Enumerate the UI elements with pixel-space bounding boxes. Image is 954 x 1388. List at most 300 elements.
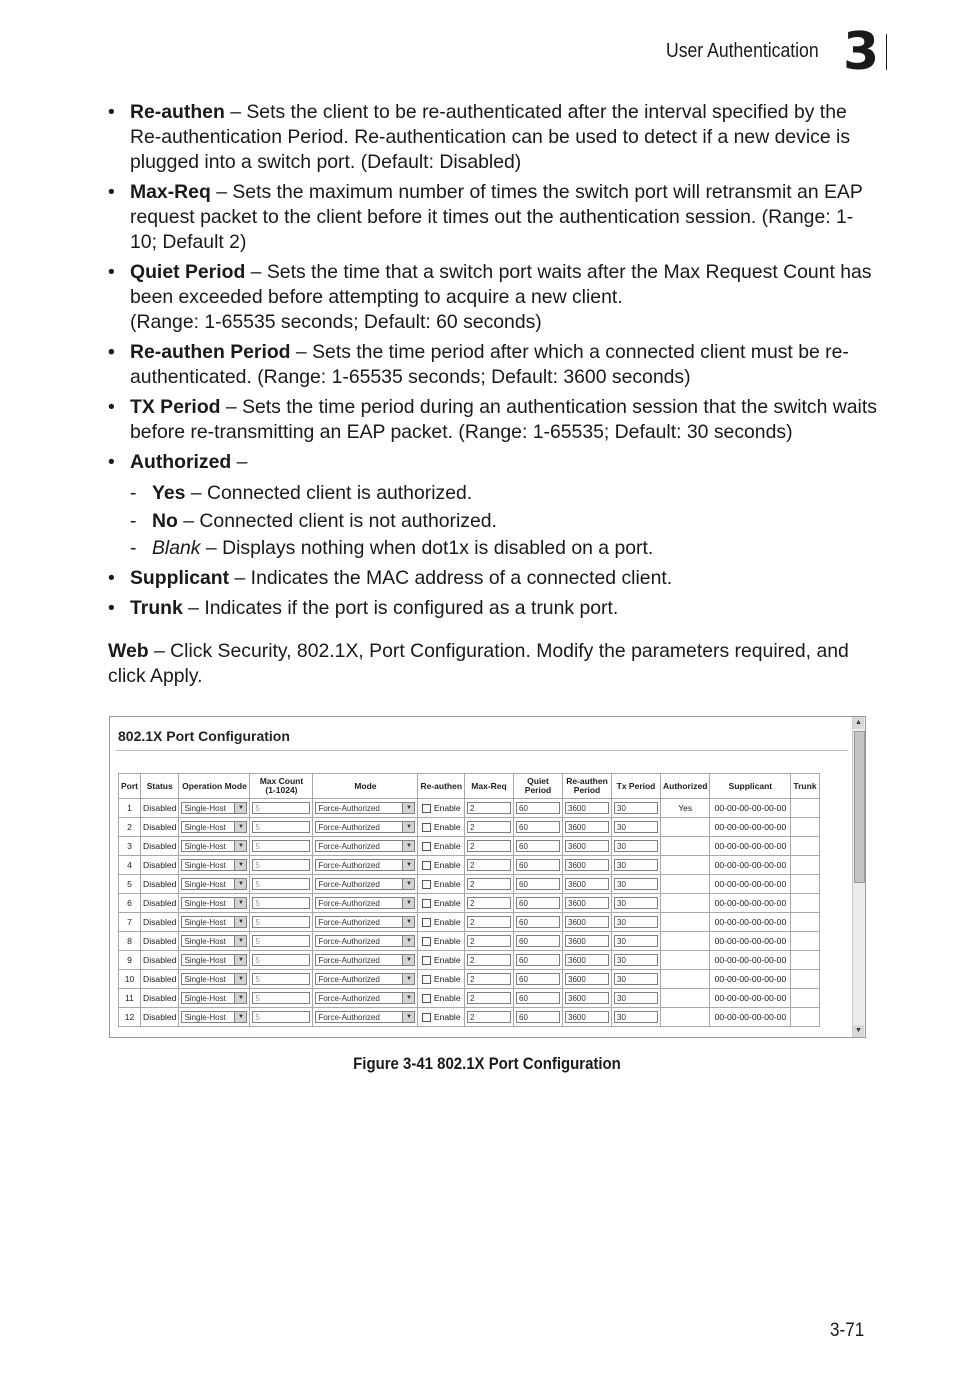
mode-cell <box>313 932 418 951</box>
max-req-cell <box>465 894 514 913</box>
mode-select[interactable]: Force-Authorized ▼ <box>315 916 415 928</box>
description: – Connected client is authorized. <box>185 482 473 504</box>
max-count-input[interactable]: 5 <box>252 859 310 871</box>
reauthen-checkbox[interactable] <box>422 804 431 813</box>
reauthen-period-input[interactable]: 3600 <box>565 916 609 928</box>
max-count-input[interactable]: 5 <box>252 954 310 966</box>
max-count-input[interactable]: 5 <box>252 973 310 985</box>
trunk-cell <box>791 913 819 932</box>
chevron-down-icon: ▼ <box>402 898 414 908</box>
tx-period-cell <box>612 932 661 951</box>
tx-period-input[interactable]: 30 <box>614 897 658 909</box>
authorized-cell <box>661 932 710 951</box>
quiet-period-input[interactable]: 60 <box>516 916 560 928</box>
mode-select[interactable]: Force-Authorized ▼ <box>315 897 415 909</box>
trunk-cell <box>791 951 819 970</box>
quiet-period-input[interactable]: 60 <box>516 1011 560 1023</box>
max-req-input[interactable]: 2 <box>467 859 511 871</box>
term: No <box>152 509 178 532</box>
term: Re-authen Period <box>130 341 291 363</box>
tx-period-input[interactable]: 30 <box>614 935 658 947</box>
reauthen-period-input[interactable]: 3600 <box>565 840 609 852</box>
quiet-period-input[interactable]: 60 <box>516 954 560 966</box>
term: Max-Req <box>130 181 211 203</box>
mode-select[interactable]: Force-Authorized ▼ <box>315 859 415 871</box>
authorized-cell <box>661 970 710 989</box>
quiet-period-cell <box>514 989 563 1008</box>
vertical-scrollbar[interactable] <box>852 717 865 1037</box>
tx-period-cell <box>612 951 661 970</box>
reauthen-period-input[interactable]: 3600 <box>565 897 609 909</box>
status-cell: Disabled <box>141 818 179 837</box>
reauthen-cell <box>418 1008 465 1027</box>
operation-mode-cell <box>179 856 250 875</box>
list-item <box>108 340 878 390</box>
reauthen-period-cell <box>563 818 612 837</box>
operation-mode-cell <box>179 913 250 932</box>
bullet-icon: • <box>108 451 115 473</box>
operation-mode-select[interactable]: Single-Host ▼ <box>181 897 247 909</box>
reauthen-checkbox[interactable] <box>422 956 431 965</box>
mode-cell <box>313 837 418 856</box>
chevron-down-icon: ▼ <box>402 955 414 965</box>
term: Web <box>108 640 149 662</box>
max-req-cell <box>465 837 514 856</box>
mode-select[interactable]: Force-Authorized ▼ <box>315 954 415 966</box>
supplicant-cell: 00-00-00-00-00-00 <box>710 818 791 837</box>
status-cell: Disabled <box>141 1008 179 1027</box>
enable-label: Enable <box>433 840 461 851</box>
port-cell: 9 <box>119 951 141 970</box>
enable-label: Enable <box>433 916 461 927</box>
tx-period-input[interactable]: 30 <box>614 992 658 1004</box>
max-count-cell <box>250 799 313 818</box>
description-range: (Range: 1-65535 seconds; Default: 60 seconds) <box>130 311 542 333</box>
chapter-number: 3 <box>843 22 880 82</box>
max-count-input[interactable]: 5 <box>252 935 310 947</box>
description: – Sets the time that a switch port waits after the Max Request Count has been exceeded before attempting to acquire a new client. <box>130 261 872 308</box>
table-header-row <box>119 774 820 799</box>
col-port: Port <box>119 774 141 799</box>
table-row <box>119 894 820 913</box>
max-req-input[interactable]: 2 <box>467 1011 511 1023</box>
max-req-input[interactable]: 2 <box>467 878 511 890</box>
mode-select[interactable]: Force-Authorized ▼ <box>315 802 415 814</box>
supplicant-cell: 00-00-00-00-00-00 <box>710 1008 791 1027</box>
quiet-period-input[interactable]: 60 <box>516 935 560 947</box>
max-count-input[interactable]: 5 <box>252 802 310 814</box>
operation-mode-cell <box>179 1008 250 1027</box>
quiet-period-input[interactable]: 60 <box>516 802 560 814</box>
max-count-input[interactable]: 5 <box>252 992 310 1004</box>
max-count-cell <box>250 856 313 875</box>
quiet-period-cell <box>514 818 563 837</box>
reauthen-checkbox[interactable] <box>422 1013 431 1022</box>
max-req-input[interactable]: 2 <box>467 935 511 947</box>
tx-period-input[interactable]: 30 <box>614 840 658 852</box>
reauthen-period-input[interactable]: 3600 <box>565 821 609 833</box>
chevron-down-icon: ▼ <box>234 860 246 870</box>
chevron-down-icon: ▼ <box>234 879 246 889</box>
title-divider <box>116 750 848 751</box>
table-row <box>119 913 820 932</box>
authorized-cell <box>661 1008 710 1027</box>
quiet-period-input[interactable]: 60 <box>516 897 560 909</box>
term: TX Period <box>130 396 221 418</box>
operation-mode-select[interactable]: Single-Host ▼ <box>181 821 247 833</box>
description: – Sets the maximum number of times the switch port will retransmit an EAP request packet to the client before it times out the authentication session. (Range: 1-10; Default 2) <box>130 181 863 253</box>
max-count-cell <box>250 913 313 932</box>
chevron-down-icon: ▼ <box>402 803 414 813</box>
max-req-input[interactable]: 2 <box>467 916 511 928</box>
reauthen-period-input[interactable]: 3600 <box>565 992 609 1004</box>
operation-mode-select[interactable]: Single-Host ▼ <box>181 878 247 890</box>
max-req-cell <box>465 1008 514 1027</box>
reauthen-period-input[interactable]: 3600 <box>565 954 609 966</box>
max-req-input[interactable]: 2 <box>467 954 511 966</box>
mode-select[interactable]: Force-Authorized ▼ <box>315 973 415 985</box>
mode-cell <box>313 951 418 970</box>
term: Yes <box>152 482 186 504</box>
tx-period-cell <box>612 970 661 989</box>
max-count-input[interactable]: 5 <box>252 897 310 909</box>
mode-cell <box>313 856 418 875</box>
col-max-req: Max-Req <box>465 774 514 799</box>
tx-period-input[interactable]: 30 <box>614 973 658 985</box>
status-cell: Disabled <box>141 837 179 856</box>
enable-label: Enable <box>433 973 461 984</box>
col-mode: Mode <box>313 774 418 799</box>
reauthen-period-input[interactable]: 3600 <box>565 802 609 814</box>
reauthen-checkbox[interactable] <box>422 918 431 927</box>
dash-icon: - <box>130 509 137 532</box>
description: – <box>231 451 248 473</box>
operation-mode-select[interactable]: Single-Host ▼ <box>181 802 247 814</box>
max-count-input[interactable]: 5 <box>252 840 310 852</box>
port-cell: 12 <box>119 1008 141 1027</box>
reauthen-checkbox[interactable] <box>422 880 431 889</box>
table-row <box>119 970 820 989</box>
port-config-table <box>118 773 820 1027</box>
authorized-cell <box>661 913 710 932</box>
tx-period-input[interactable]: 30 <box>614 1011 658 1023</box>
max-count-cell <box>250 837 313 856</box>
port-cell: 6 <box>119 894 141 913</box>
bullet-icon: • <box>108 101 115 123</box>
table-row <box>119 875 820 894</box>
operation-mode-select[interactable]: Single-Host ▼ <box>181 973 247 985</box>
reauthen-checkbox[interactable] <box>422 842 431 851</box>
reauthen-cell <box>418 970 465 989</box>
list-item <box>130 481 878 506</box>
dash-icon: - <box>130 482 137 504</box>
max-req-input[interactable]: 2 <box>467 897 511 909</box>
reauthen-checkbox[interactable] <box>422 975 431 984</box>
tx-period-input[interactable]: 30 <box>614 916 658 928</box>
tx-period-cell <box>612 799 661 818</box>
mode-select[interactable]: Force-Authorized ▼ <box>315 878 415 890</box>
mode-select[interactable]: Force-Authorized ▼ <box>315 935 415 947</box>
supplicant-cell: 00-00-00-00-00-00 <box>710 970 791 989</box>
supplicant-cell: 00-00-00-00-00-00 <box>710 894 791 913</box>
quiet-period-cell <box>514 970 563 989</box>
max-count-input[interactable]: 5 <box>252 1011 310 1023</box>
reauthen-checkbox[interactable] <box>422 994 431 1003</box>
authorized-cell <box>661 894 710 913</box>
mode-cell <box>313 875 418 894</box>
reauthen-period-cell <box>563 932 612 951</box>
table-row <box>119 856 820 875</box>
trunk-cell <box>791 875 819 894</box>
web-instructions <box>108 639 878 689</box>
tx-period-cell <box>612 989 661 1008</box>
tx-period-input[interactable]: 30 <box>614 821 658 833</box>
reauthen-period-input[interactable]: 3600 <box>565 935 609 947</box>
authorized-cell <box>661 989 710 1008</box>
max-count-input[interactable]: 5 <box>252 878 310 890</box>
reauthen-cell <box>418 913 465 932</box>
max-count-cell <box>250 894 313 913</box>
supplicant-cell: 00-00-00-00-00-00 <box>710 989 791 1008</box>
operation-mode-cell <box>179 970 250 989</box>
col-trunk: Trunk <box>791 774 819 799</box>
operation-mode-select[interactable]: Single-Host ▼ <box>181 1011 247 1023</box>
section-title: User Authentication <box>666 40 819 62</box>
tx-period-input[interactable]: 30 <box>614 954 658 966</box>
quiet-period-cell <box>514 932 563 951</box>
chevron-down-icon: ▼ <box>402 841 414 851</box>
trunk-cell <box>791 1008 819 1027</box>
quiet-period-input[interactable]: 60 <box>516 992 560 1004</box>
chevron-down-icon: ▼ <box>234 822 246 832</box>
max-req-cell <box>465 913 514 932</box>
col-quiet-period: Quiet Period <box>514 774 563 799</box>
term: Authorized <box>130 451 232 473</box>
chevron-down-icon: ▼ <box>402 1012 414 1022</box>
port-cell: 10 <box>119 970 141 989</box>
supplicant-cell: 00-00-00-00-00-00 <box>710 837 791 856</box>
scroll-up-icon[interactable]: ▲ <box>853 717 864 729</box>
mode-select[interactable]: Force-Authorized ▼ <box>315 1011 415 1023</box>
operation-mode-cell <box>179 799 250 818</box>
max-count-cell <box>250 932 313 951</box>
list-item <box>108 596 878 621</box>
status-cell: Disabled <box>141 989 179 1008</box>
mode-cell <box>313 799 418 818</box>
reauthen-period-cell <box>563 799 612 818</box>
trunk-cell <box>791 818 819 837</box>
reauthen-period-cell <box>563 894 612 913</box>
operation-mode-select[interactable]: Single-Host ▼ <box>181 992 247 1004</box>
mode-select[interactable]: Force-Authorized ▼ <box>315 840 415 852</box>
port-config-screenshot <box>109 716 866 1038</box>
max-req-cell <box>465 856 514 875</box>
trunk-cell <box>791 970 819 989</box>
tx-period-cell <box>612 894 661 913</box>
operation-mode-cell <box>179 818 250 837</box>
scroll-down-icon[interactable]: ▼ <box>853 1025 864 1037</box>
scroll-thumb[interactable] <box>854 731 865 883</box>
table-row <box>119 932 820 951</box>
max-count-cell <box>250 951 313 970</box>
enable-label: Enable <box>433 878 461 889</box>
chevron-down-icon: ▼ <box>234 1012 246 1022</box>
max-req-input[interactable]: 2 <box>467 840 511 852</box>
reauthen-period-cell <box>563 951 612 970</box>
authorized-cell <box>661 875 710 894</box>
mode-cell <box>313 989 418 1008</box>
tx-period-cell <box>612 837 661 856</box>
max-req-input[interactable]: 2 <box>467 802 511 814</box>
tx-period-input[interactable]: 30 <box>614 802 658 814</box>
quiet-period-input[interactable]: 60 <box>516 821 560 833</box>
quiet-period-cell <box>514 913 563 932</box>
max-count-input[interactable]: 5 <box>252 916 310 928</box>
bullet-icon: • <box>108 567 115 589</box>
reauthen-period-cell <box>563 875 612 894</box>
max-count-input[interactable]: 5 <box>252 821 310 833</box>
port-cell: 8 <box>119 932 141 951</box>
operation-mode-select[interactable]: Single-Host ▼ <box>181 935 247 947</box>
col-reauthen: Re-authen <box>418 774 465 799</box>
reauthen-checkbox[interactable] <box>422 861 431 870</box>
list-item <box>108 566 878 591</box>
trunk-cell <box>791 894 819 913</box>
max-req-input[interactable]: 2 <box>467 973 511 985</box>
enable-label: Enable <box>433 821 461 832</box>
max-count-cell <box>250 818 313 837</box>
trunk-cell <box>791 856 819 875</box>
col-max-count: Max Count (1-1024) <box>250 774 313 799</box>
max-count-cell <box>250 1008 313 1027</box>
quiet-period-cell <box>514 1008 563 1027</box>
col-status: Status <box>141 774 179 799</box>
term: Blank <box>152 537 201 559</box>
tx-period-input[interactable]: 30 <box>614 878 658 890</box>
max-req-input[interactable]: 2 <box>467 992 511 1004</box>
description: – Connected client is not authorized. <box>177 509 497 532</box>
list-item <box>108 100 878 175</box>
enable-label: Enable <box>433 859 461 870</box>
chevron-down-icon: ▼ <box>234 955 246 965</box>
list-item <box>108 395 878 445</box>
max-req-cell <box>465 970 514 989</box>
mode-select[interactable]: Force-Authorized ▼ <box>315 992 415 1004</box>
operation-mode-cell <box>179 875 250 894</box>
reauthen-cell <box>418 818 465 837</box>
operation-mode-select[interactable]: Single-Host ▼ <box>181 916 247 928</box>
quiet-period-input[interactable]: 60 <box>516 859 560 871</box>
authorized-cell <box>661 818 710 837</box>
quiet-period-input[interactable]: 60 <box>516 973 560 985</box>
operation-mode-select[interactable]: Single-Host ▼ <box>181 840 247 852</box>
list-item <box>108 180 878 255</box>
reauthen-period-input[interactable]: 3600 <box>565 878 609 890</box>
tx-period-cell <box>612 913 661 932</box>
term: Trunk <box>130 597 183 619</box>
chevron-down-icon: ▼ <box>402 917 414 927</box>
col-tx-period: Tx Period <box>612 774 661 799</box>
reauthen-period-input[interactable]: 3600 <box>565 859 609 871</box>
list-item <box>108 450 878 561</box>
operation-mode-cell <box>179 894 250 913</box>
mode-cell <box>313 913 418 932</box>
chevron-down-icon: ▼ <box>234 898 246 908</box>
description: – Sets the time period during an authentication session that the switch waits before re-transmitting an EAP packet. (Range: 1-65535; Default: 30 seconds) <box>130 396 877 443</box>
mode-cell <box>313 894 418 913</box>
operation-mode-select[interactable]: Single-Host ▼ <box>181 859 247 871</box>
list-item <box>130 536 878 561</box>
max-req-cell <box>465 799 514 818</box>
reauthen-cell <box>418 894 465 913</box>
col-authorized: Authorized <box>661 774 710 799</box>
quiet-period-input[interactable]: 60 <box>516 840 560 852</box>
supplicant-cell: 00-00-00-00-00-00 <box>710 932 791 951</box>
mode-select[interactable]: Force-Authorized ▼ <box>315 821 415 833</box>
max-req-cell <box>465 932 514 951</box>
reauthen-checkbox[interactable] <box>422 823 431 832</box>
chevron-down-icon: ▼ <box>402 879 414 889</box>
tx-period-cell <box>612 856 661 875</box>
description: – Sets the client to be re-authenticated after the interval specified by the Re-authentication Period. Re-authentication can be used to detect if a new device is plugged into a switch port. (Default: Disabled) <box>130 101 851 173</box>
operation-mode-cell <box>179 951 250 970</box>
reauthen-cell <box>418 989 465 1008</box>
bullet-icon: • <box>108 181 115 203</box>
chevron-down-icon: ▼ <box>402 936 414 946</box>
reauthen-checkbox[interactable] <box>422 899 431 908</box>
reauthen-period-cell <box>563 989 612 1008</box>
quiet-period-cell <box>514 894 563 913</box>
quiet-period-cell <box>514 856 563 875</box>
bullet-icon: • <box>108 597 115 619</box>
max-req-input[interactable]: 2 <box>467 821 511 833</box>
port-cell: 7 <box>119 913 141 932</box>
operation-mode-cell <box>179 989 250 1008</box>
chevron-down-icon: ▼ <box>402 822 414 832</box>
reauthen-period-input[interactable]: 3600 <box>565 973 609 985</box>
enable-label: Enable <box>433 897 461 908</box>
reauthen-period-cell <box>563 913 612 932</box>
tx-period-input[interactable]: 30 <box>614 859 658 871</box>
status-cell: Disabled <box>141 970 179 989</box>
description: – Displays nothing when dot1x is disabled on a port. <box>200 537 654 559</box>
description: – Indicates the MAC address of a connected client. <box>229 567 673 589</box>
term: Re-authen <box>130 101 225 123</box>
reauthen-period-input[interactable]: 3600 <box>565 1011 609 1023</box>
operation-mode-select[interactable]: Single-Host ▼ <box>181 954 247 966</box>
tx-period-cell <box>612 875 661 894</box>
bullet-icon: • <box>108 261 115 283</box>
enable-label: Enable <box>433 992 461 1003</box>
supplicant-cell: 00-00-00-00-00-00 <box>710 951 791 970</box>
table-row <box>119 989 820 1008</box>
table-row <box>119 1008 820 1027</box>
supplicant-cell: 00-00-00-00-00-00 <box>710 856 791 875</box>
status-cell: Disabled <box>141 856 179 875</box>
col-reauthen-period: Re-authen Period <box>563 774 612 799</box>
table-row <box>119 951 820 970</box>
reauthen-cell <box>418 837 465 856</box>
max-req-cell <box>465 989 514 1008</box>
max-count-cell <box>250 970 313 989</box>
reauthen-cell <box>418 932 465 951</box>
chevron-down-icon: ▼ <box>234 974 246 984</box>
status-cell: Disabled <box>141 913 179 932</box>
quiet-period-input[interactable]: 60 <box>516 878 560 890</box>
page-number: 3-71 <box>830 1320 865 1341</box>
reauthen-checkbox[interactable] <box>422 937 431 946</box>
port-cell: 11 <box>119 989 141 1008</box>
